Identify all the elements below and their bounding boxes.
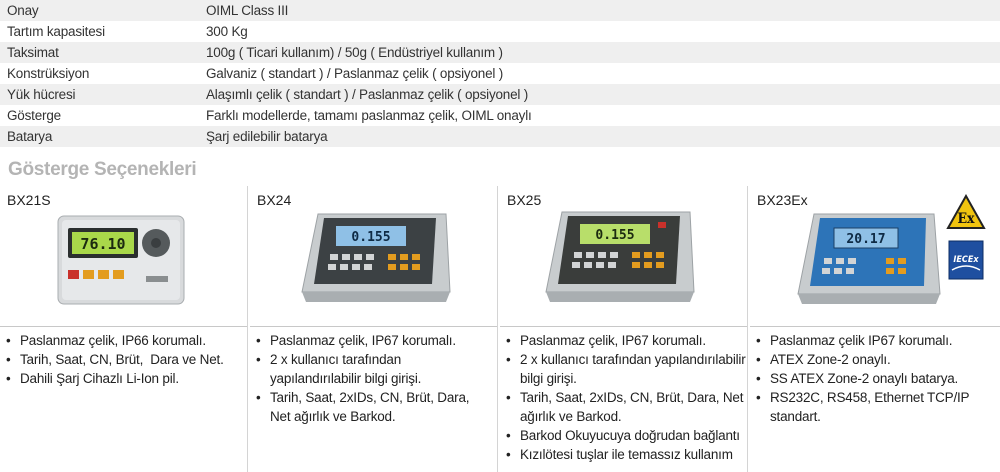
spec-row xyxy=(0,0,1000,21)
feature-item: • Paslanmaz çelik, IP67 korumalı. xyxy=(506,331,746,350)
spec-row xyxy=(0,105,1000,126)
spec-label: Tartım kapasitesi xyxy=(7,24,105,39)
feature-list xyxy=(6,331,224,388)
card-divider xyxy=(750,326,1000,327)
spec-row xyxy=(0,84,1000,105)
feature-item: • RS232C, RS458, Ethernet TCP/IP standart. xyxy=(756,388,992,426)
ex-badge-text: Ex xyxy=(957,211,975,227)
iecex-icon xyxy=(948,240,984,280)
spec-label: Yük hücresi xyxy=(7,87,76,102)
feature-item: • Paslanmaz çelik, IP67 korumalı. xyxy=(256,331,492,350)
indicator-card-bx25 xyxy=(500,186,748,472)
spec-label: Gösterge xyxy=(7,108,61,123)
spec-value: Şarj edilebilir batarya xyxy=(206,129,328,144)
feature-item: • Paslanmaz çelik IP67 korumalı. xyxy=(756,331,992,350)
card-divider xyxy=(500,326,748,327)
feature-item: • Paslanmaz çelik, IP66 korumalı. xyxy=(6,331,224,350)
bx23ex-indicator-image xyxy=(794,208,944,308)
indicator-card-bx23ex xyxy=(750,186,1000,472)
feature-list xyxy=(256,331,492,426)
feature-item: • Kızılötesi tuşlar ile temassız kullanım xyxy=(506,445,746,464)
feature-item: • Tarih, Saat, CN, Brüt, Dara ve Net. xyxy=(6,350,224,369)
display-readout: 76.10 xyxy=(80,235,126,253)
feature-list xyxy=(506,331,746,464)
spec-label: Onay xyxy=(7,3,39,18)
indicator-card-bx24 xyxy=(250,186,498,472)
spec-value: Farklı modellerde, tamamı paslanmaz çelik, OIML onaylı xyxy=(206,108,532,123)
spec-value: Alaşımlı çelik ( standart ) / Paslanmaz çelik ( opsiyonel ) xyxy=(206,87,529,102)
spec-value: OIML Class III xyxy=(206,3,289,18)
bx25-indicator-image xyxy=(540,206,700,310)
atex-ex-icon xyxy=(946,194,986,230)
card-divider xyxy=(0,326,248,327)
indicator-card-bx21s xyxy=(0,186,248,472)
card-title: BX23Ex xyxy=(757,192,808,208)
spec-value: Galvaniz ( standart ) / Paslanmaz çelik ( opsiyonel ) xyxy=(206,66,504,81)
card-title: BX24 xyxy=(257,192,292,208)
feature-item: • ATEX Zone-2 onaylı. xyxy=(756,350,992,369)
spec-label: Konstrüksiyon xyxy=(7,66,90,81)
feature-item: • 2 x kullanıcı tarafından yapılandırılabilir bilgi girişi. xyxy=(506,350,746,388)
feature-item: • SS ATEX Zone-2 onaylı batarya. xyxy=(756,369,992,388)
bx24-indicator-image xyxy=(296,208,456,308)
feature-item: • Barkod Okuyucuya doğrudan bağlantı xyxy=(506,426,746,445)
spec-row xyxy=(0,21,1000,42)
spec-row xyxy=(0,42,1000,63)
feature-item: • Dahili Şarj Cihazlı Li-Ion pil. xyxy=(6,369,224,388)
feature-item: • 2 x kullanıcı tarafından yapılandırılabilir bilgi girişi. xyxy=(256,350,492,388)
spec-label: Batarya xyxy=(7,129,53,144)
spec-table xyxy=(0,0,1000,147)
card-title: BX25 xyxy=(507,192,542,208)
section-title: Gösterge Seçenekleri xyxy=(8,159,197,180)
feature-item: • Tarih, Saat, 2xIDs, CN, Brüt, Dara, Net ağırlık ve Barkod. xyxy=(506,388,746,426)
spec-value: 300 Kg xyxy=(206,24,248,39)
card-divider xyxy=(250,326,498,327)
iecex-badge-text: IECEx xyxy=(953,255,979,265)
card-title: BX21S xyxy=(7,192,51,208)
spec-row xyxy=(0,126,1000,147)
spec-row xyxy=(0,63,1000,84)
feature-list xyxy=(756,331,992,426)
indicator-options xyxy=(0,186,1000,472)
spec-value: 100g ( Ticari kullanım) / 50g ( Endüstriyel kullanım ) xyxy=(206,45,503,60)
display-readout: 20.17 xyxy=(846,232,886,247)
spec-label: Taksimat xyxy=(7,45,59,60)
display-readout: 0.155 xyxy=(351,230,391,245)
bx21s-indicator-image xyxy=(56,214,186,306)
feature-item: • Tarih, Saat, 2xIDs, CN, Brüt, Dara, Net ağırlık ve Barkod. xyxy=(256,388,492,426)
display-readout: 0.155 xyxy=(595,228,635,243)
